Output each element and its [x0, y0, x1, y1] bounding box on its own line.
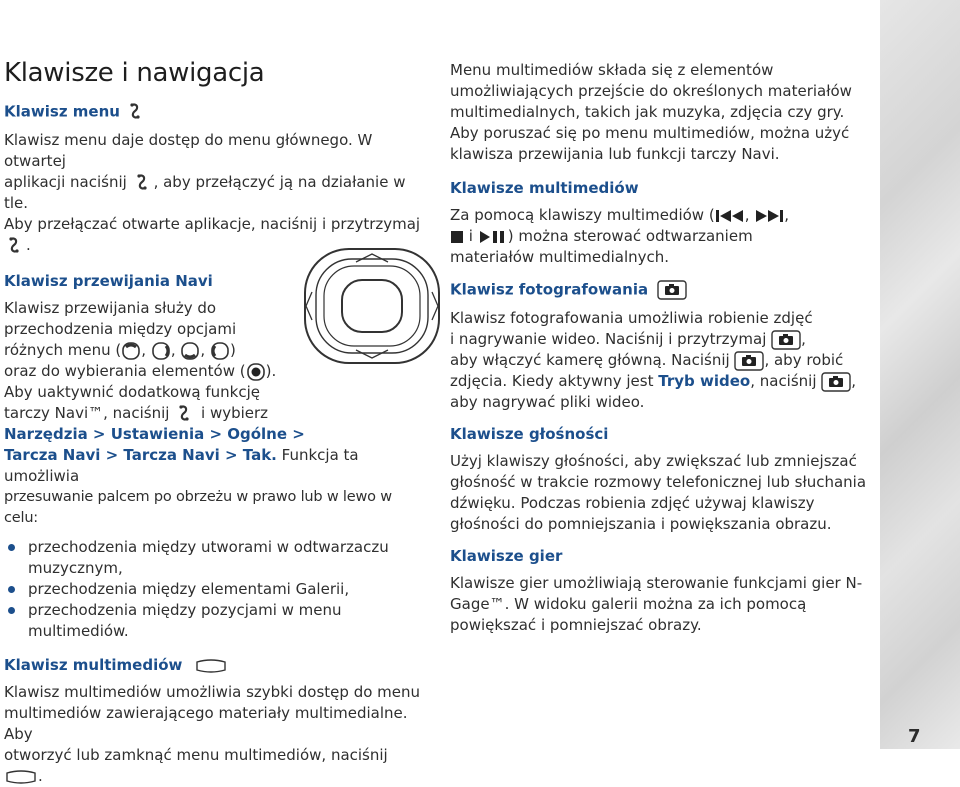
navi-bullet-list	[4, 537, 424, 642]
camera-key-heading: Klawisz fotografowania	[450, 280, 870, 300]
navi-line-4: oraz do wybierania elementów ( ).	[4, 362, 277, 380]
play-pause-icon	[478, 229, 508, 245]
camera-key-icon	[821, 372, 851, 392]
menu-key-icon	[132, 173, 154, 193]
multimedia-key-heading: Klawisz multimediów	[4, 656, 424, 674]
page-title: Klawisze i nawigacja	[4, 58, 265, 88]
camera-key-line-2: i nagrywanie wideo. Naciśnij i przytrzymaj ,	[450, 330, 806, 348]
multimedia-key-icon	[194, 658, 228, 674]
rewind-icon	[715, 208, 745, 224]
camera-key-icon	[734, 351, 764, 371]
navi-line-6: tarczy Navi™, naciśnij i wybierz	[4, 404, 269, 422]
media-keys-line-3: materiałów multimedialnych.	[450, 248, 670, 266]
list-item: przechodzenia między elementami Galerii,	[4, 579, 424, 600]
scroll-right-icon	[151, 342, 171, 360]
menu-key-line-3: Aby przełączać otwarte aplikacje, naciśnij i przytrzymaj .	[4, 215, 421, 254]
scroll-left-icon	[210, 342, 230, 360]
camera-key-line-4: zdjęcia. Kiedy aktywny jest Tryb wideo, naciśnij ,	[450, 372, 857, 390]
list-item: przechodzenia między utworami w odtwarzaczu muzycznym,	[4, 537, 424, 579]
volume-keys-text: Użyj klawiszy głośności, aby zwiększać lub zmniejszać głośność w trakcie rozmowy telefonicznej lub słuchania dźwięku. Podczas robienia zdjęć używaj klawiszy głośności do pomniejszania i powiększania obrazu.	[450, 452, 867, 533]
scroll-up-icon	[121, 342, 141, 360]
camera-key-line-5: aby nagrywać pliki wideo.	[450, 393, 645, 411]
menu-key-line-1: Klawisz menu daje dostęp do menu głównego. W otwartej	[4, 131, 373, 170]
navi-line-2: przechodzenia między opcjami	[4, 320, 237, 338]
scroll-down-icon	[180, 342, 200, 360]
menu-key-icon	[125, 102, 147, 122]
media-keys-line-2: i ) można sterować odtwarzaniem	[450, 226, 870, 247]
multimedia-key-line-2: multimediów zawierającego materiały multimedialne. Aby	[4, 704, 408, 743]
camera-key-icon	[771, 330, 801, 350]
right-column	[450, 60, 870, 636]
media-keys-line-1: Za pomocą klawiszy multimediów ( , ,	[450, 206, 790, 224]
game-keys-heading: Klawisze gier	[450, 547, 563, 565]
navi-line-1: Klawisz przewijania służy do	[4, 299, 217, 317]
select-icon	[246, 363, 266, 381]
list-item: przechodzenia między pozycjami w menu multimediów.	[4, 600, 424, 642]
navi-line-7: Tarcza Navi > Tarcza Navi > Tak. Funkcja ta umożliwia	[4, 446, 359, 485]
camera-key-line-1: Klawisz fotografowania umożliwia robienie zdjęć	[450, 309, 813, 327]
navi-line-5: Aby uaktywnić dodatkową funkcję	[4, 383, 261, 401]
navi-wheel-icon	[302, 246, 442, 366]
left-column	[4, 58, 424, 787]
page-number: 7	[908, 726, 921, 747]
menu-key-heading: Klawisz menu	[4, 102, 424, 122]
multimedia-key-line-3: otworzyć lub zamknąć menu multimediów, naciśnij .	[4, 746, 388, 785]
multimedia-menu-intro: Menu multimediów składa się z elementów umożliwiających przejście do określonych materiałów multimedialnych, takich jak muzyka, zdjęcia czy gry. Aby poruszać się po menu multimediów, można użyć klawisza przewijania lub funkcji tarczy Navi.	[450, 61, 852, 163]
camera-key-line-3: aby włączyć kamerę główną. Naciśnij , aby robić	[450, 351, 844, 369]
navi-line-3: różnych menu ( , , , )	[4, 341, 236, 359]
fast-forward-icon	[754, 208, 784, 224]
media-keys-heading: Klawisze multimediów	[450, 179, 639, 197]
multimedia-key-icon	[4, 769, 38, 785]
navi-path-1: Narzędzia > Ustawienia > Ogólne >	[4, 425, 305, 443]
volume-keys-heading: Klawisze głośności	[450, 425, 609, 443]
navi-heading: Klawisz przewijania Navi	[4, 272, 213, 290]
multimedia-key-line-1: Klawisz multimediów umożliwia szybki dostęp do menu	[4, 683, 421, 701]
navi-line-8: przesuwanie palcem po obrzeżu w prawo lub w lewo w celu:	[4, 489, 392, 526]
decorative-sidebar	[880, 0, 960, 749]
menu-key-icon	[4, 236, 26, 256]
game-keys-text: Klawisze gier umożliwiają sterowanie funkcjami gier N-Gage™. W widoku galerii można za ich pomocą powiększać i pomniejszać obrazy.	[450, 574, 863, 634]
camera-key-icon	[657, 280, 687, 300]
menu-key-icon	[174, 404, 196, 424]
stop-icon	[450, 230, 464, 244]
menu-key-line-2: aplikacji naciśnij , aby przełączyć ją na działanie w tle.	[4, 173, 406, 212]
